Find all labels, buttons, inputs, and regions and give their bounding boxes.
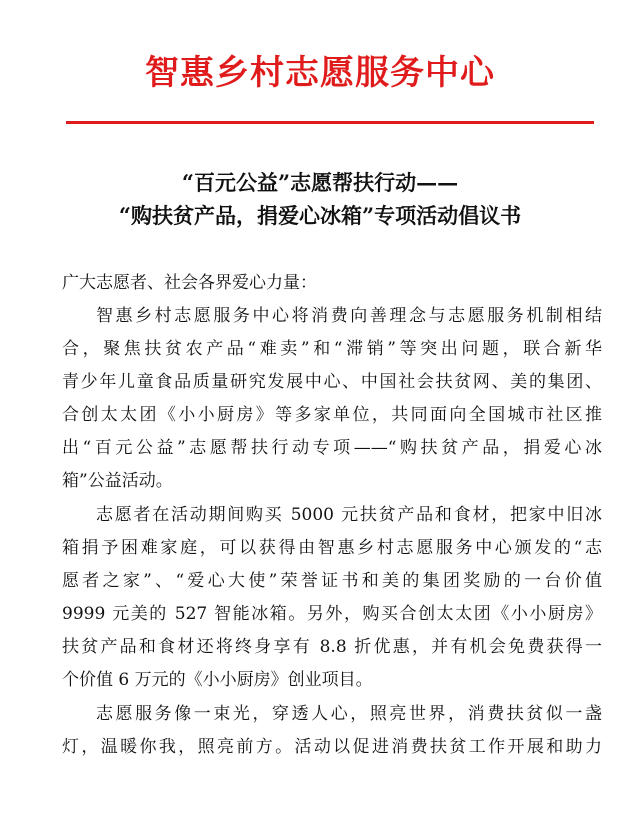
document-title-line-2: “购扶贫产品，捐爱心冰箱”专项活动倡议书	[118, 203, 522, 228]
paragraph-1-line-3: 青少年儿童食品质量研究发展中心、中国社会扶贫网、美的集团、	[62, 372, 602, 392]
paragraph-1-line-4: 合创太太团《小小厨房》等多家单位，共同面向全国城市社区推	[62, 405, 602, 425]
paragraph-3-line-1: 志愿服务像一束光，穿透人心，照亮世界，消费扶贫似一盏	[96, 704, 602, 724]
paragraph-2-line-2: 箱捐予困难家庭，可以获得由智惠乡村志愿服务中心颁发的“志	[62, 538, 602, 558]
paragraph-2-line-5: 扶贫产品和食材还将终身享有 8.8 折优惠，并有机会免费获得一	[62, 637, 602, 657]
document-title-line-1: “百元公益”志愿帮扶行动——	[181, 170, 459, 195]
salutation: 广大志愿者、社会各界爱心力量：	[62, 273, 317, 293]
paragraph-2-line-6: 个价值 6 万元的《小小厨房》创业项目。	[62, 670, 373, 690]
paragraph-1-line-6: 箱”公益活动。	[62, 471, 173, 491]
red-divider-line	[66, 121, 594, 124]
paragraph-1-line-5: 出“百元公益”志愿帮扶行动专项——“购扶贫产品，捐爱心冰	[62, 438, 602, 458]
paragraph-1-line-1: 智惠乡村志愿服务中心将消费向善理念与志愿服务机制相结	[96, 306, 602, 326]
paragraph-2-line-3: 愿者之家”、“爱心大使”荣誉证书和美的集团奖励的一台价值	[62, 571, 602, 591]
paragraph-3-line-2: 灯，温暖你我，照亮前方。活动以促进消费扶贫工作开展和助力	[62, 737, 602, 757]
paragraph-1-line-2: 合，聚焦扶贫农产品“难卖”和“滞销”等突出问题，联合新华	[62, 339, 602, 359]
paragraph-2-line-4: 9999 元美的 527 智能冰箱。另外，购买合创太太团《小小厨房》	[62, 604, 602, 624]
paragraph-2-line-1: 志愿者在活动期间购买 5000 元扶贫产品和食材，把家中旧冰	[96, 505, 602, 525]
organization-header-title: 智惠乡村志愿服务中心	[145, 53, 495, 93]
